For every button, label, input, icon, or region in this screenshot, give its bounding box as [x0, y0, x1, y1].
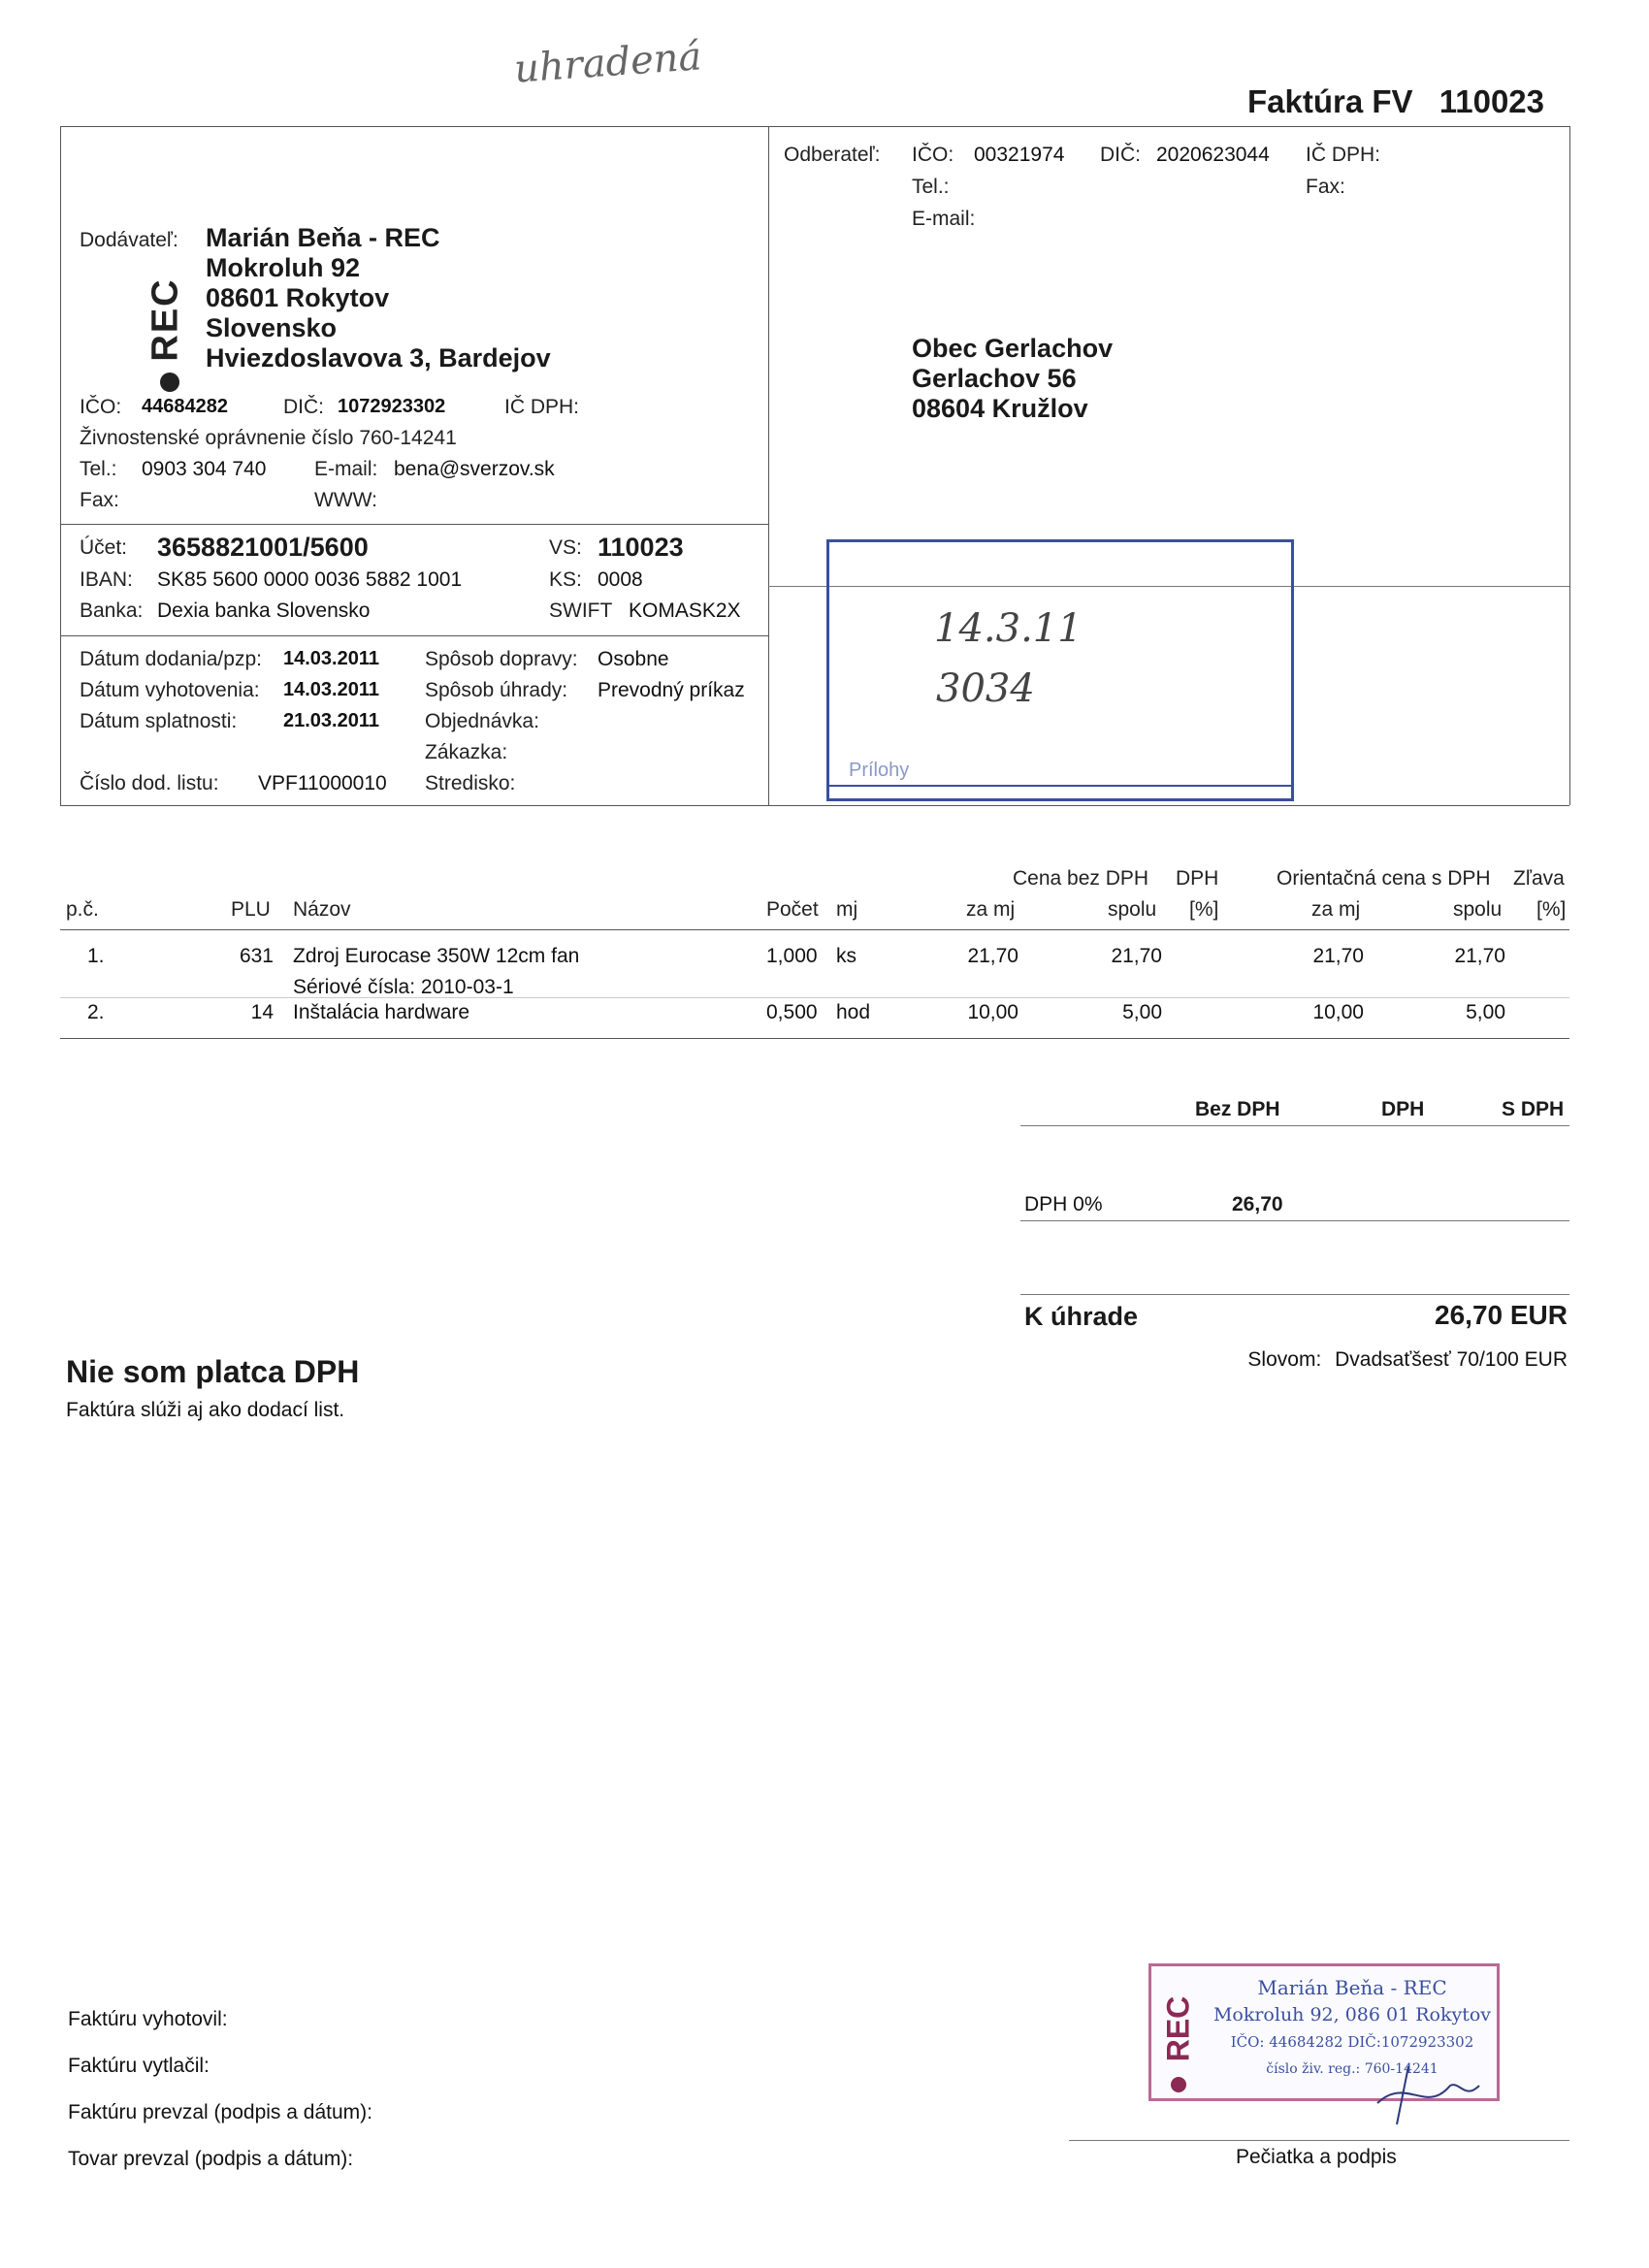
company-stamp-line1: Marián Beňa - REC [1257, 1976, 1447, 1999]
item-o-price: 10,00 [1312, 1001, 1364, 1023]
supplier-logo [146, 260, 190, 386]
supplier-tel: 0903 304 740 [142, 458, 267, 480]
supplier-icdph-label: IČ DPH: [504, 396, 580, 418]
supplier-dic: 1072923302 [338, 396, 446, 417]
invoice-title-label: Faktúra FV [1247, 83, 1413, 119]
supplier-label: Dodávateľ: [80, 229, 178, 251]
col-unit: mj [836, 898, 858, 921]
company-stamp-line3: IČO: 44684282 DIČ:1072923302 [1230, 2033, 1474, 2051]
col-qty: Počet [766, 898, 819, 921]
row-divider [60, 997, 1569, 998]
supplier-address [206, 223, 551, 373]
frame-top [60, 126, 1569, 127]
bank-vs: 110023 [598, 533, 684, 562]
company-stamp-logo-dot [1171, 2077, 1186, 2092]
received-stamp-number: 3034 [936, 666, 1035, 711]
received-stamp-date: 14.3.11 [934, 606, 1083, 651]
bank-name-label: Banka: [80, 599, 144, 622]
item-pc: 1. [87, 945, 105, 967]
center-label: Stredisko: [425, 772, 516, 794]
col-per-unit: za mj [966, 898, 1016, 921]
bank-swift-label: SWIFT [549, 599, 613, 622]
job-label: Zákazka: [425, 741, 508, 763]
col-o-total: spolu [1453, 898, 1503, 921]
items-header-line [60, 929, 1569, 930]
summary-dph: DPH [1381, 1098, 1425, 1120]
delivery-note-label: Číslo dod. listu: [80, 772, 219, 794]
supplier-tel-label: Tel.: [80, 458, 117, 480]
received-stamp [826, 539, 1294, 801]
customer-tel-label: Tel.: [912, 176, 950, 198]
customer-dic-label: DIČ: [1100, 144, 1141, 166]
company-stamp-logo [1157, 1972, 1200, 2092]
supplier-branch: Hviezdoslavova 3, Bardejov [206, 343, 551, 373]
summary-rate-label: DPH 0% [1024, 1193, 1103, 1215]
item-sub: Sériové čísla: 2010-03-1 [293, 976, 514, 998]
summary-head-line [1020, 1125, 1569, 1126]
delivery-date-label: Dátum dodania/pzp: [80, 648, 262, 670]
received-stamp-attachments: Prílohy [849, 760, 910, 781]
bank-ks: 0008 [598, 568, 643, 591]
customer-street: Gerlachov 56 [912, 364, 1077, 393]
supplier-www-label: WWW: [314, 489, 377, 511]
col-disc-pct: [%] [1536, 898, 1567, 921]
col-total: spolu [1108, 898, 1157, 921]
summary-rate-base: 26,70 [1232, 1193, 1283, 1215]
item-qty: 0,500 [766, 1001, 818, 1023]
summary-words-label: Slovom: [1247, 1348, 1322, 1371]
divider-bank [60, 524, 768, 525]
item-qty: 1,000 [766, 945, 818, 967]
not-vat-payer: Nie som platca DPH [66, 1354, 360, 1389]
supplier-name: Marián Beňa - REC [206, 223, 440, 252]
footer-received-by: Faktúru prevzal (podpis a dátum): [68, 2101, 372, 2123]
item-total: 5,00 [1122, 1001, 1162, 1023]
customer-fax-label: Fax: [1306, 176, 1345, 198]
issue-date-label: Dátum vyhotovenia: [80, 679, 260, 701]
company-stamp-line2: Mokroluh 92, 086 01 Rokytov [1212, 2004, 1492, 2025]
summary-due-label: K úhrade [1024, 1302, 1139, 1331]
bank-ks-label: KS: [549, 568, 582, 591]
col-group-vat: DPH [1176, 867, 1219, 890]
bank-account-label: Účet: [80, 536, 128, 559]
invoice-title [1247, 83, 1544, 120]
col-pc: p.č. [66, 898, 99, 921]
customer-icdph-label: IČ DPH: [1306, 144, 1381, 166]
stamp-signature-label: Pečiatka a podpis [1236, 2146, 1397, 2168]
item-pc: 2. [87, 1001, 105, 1023]
company-stamp-line4: číslo živ. reg.: 760-14241 [1266, 2061, 1439, 2077]
supplier-logo-dot [160, 373, 179, 392]
frame-right [1569, 126, 1570, 805]
due-date-label: Dátum splatnosti: [80, 710, 238, 732]
col-vat-pct: [%] [1189, 898, 1219, 921]
item-name: Inštalácia hardware [293, 1001, 470, 1023]
item-o-total: 5,00 [1466, 1001, 1505, 1023]
summary-due-amount: 26,70 EUR [1435, 1300, 1568, 1330]
supplier-country: Slovensko [206, 313, 338, 342]
handwritten-note: uhradená [512, 34, 703, 92]
issue-date: 14.03.2011 [283, 679, 379, 700]
delivery-note-text: Faktúra slúži aj ako dodací list. [66, 1399, 345, 1421]
customer-label: Odberateľ: [784, 144, 881, 166]
col-plu: PLU [231, 898, 271, 921]
summary-due-line [1020, 1294, 1569, 1295]
delivery-note-number: VPF11000010 [258, 772, 387, 794]
item-name: Zdroj Eurocase 350W 12cm fan [293, 945, 580, 967]
supplier-fax-label: Fax: [80, 489, 119, 511]
supplier-ico: 44684282 [142, 396, 228, 417]
item-price: 10,00 [967, 1001, 1018, 1023]
order-label: Objednávka: [425, 710, 539, 732]
supplier-ico-label: IČO: [80, 396, 122, 418]
customer-address [912, 334, 1113, 424]
supplier-street: Mokroluh 92 [206, 253, 361, 282]
supplier-city: 08601 Rokytov [206, 283, 390, 312]
item-plu: 14 [250, 1001, 274, 1023]
supplier-logo-text: REC [145, 277, 186, 362]
due-date: 21.03.2011 [283, 710, 379, 731]
summary-rate-line [1020, 1220, 1569, 1221]
col-group-discount: Zľava [1513, 867, 1565, 890]
transport: Osobne [598, 648, 669, 670]
frame-left [60, 126, 61, 805]
customer-email-label: E-mail: [912, 208, 976, 230]
item-plu: 631 [239, 945, 274, 967]
item-unit: ks [836, 945, 857, 967]
invoice-number: 110023 [1439, 83, 1545, 119]
supplier-email[interactable]: bena@sverzov.sk [394, 458, 555, 480]
frame-bottom [60, 805, 1569, 806]
footer-printed-by: Faktúru vytlačil: [68, 2055, 210, 2077]
summary-s-dph: S DPH [1502, 1098, 1565, 1120]
bank-account: 3658821001/5600 [157, 533, 369, 562]
payment: Prevodný príkaz [598, 679, 745, 701]
summary-words [1125, 1348, 1568, 1372]
supplier-email-label: E-mail: [314, 458, 378, 480]
customer-ico-label: IČO: [912, 144, 954, 166]
bank-iban: SK85 5600 0000 0036 5882 1001 [157, 568, 463, 591]
footer-goods-received: Tovar prevzal (podpis a dátum): [68, 2148, 354, 2170]
bank-swift: KOMASK2X [629, 599, 741, 622]
customer-ico: 00321974 [974, 144, 1065, 166]
item-o-total: 21,70 [1454, 945, 1505, 967]
customer-name: Obec Gerlachov [912, 334, 1114, 363]
frame-mid [768, 126, 769, 805]
col-name: Názov [293, 898, 351, 921]
supplier-dic-label: DIČ: [283, 396, 324, 418]
signature-line [1069, 2140, 1569, 2141]
signature [1358, 2057, 1494, 2139]
item-o-price: 21,70 [1312, 945, 1364, 967]
received-stamp-line [829, 785, 1291, 787]
item-total: 21,70 [1111, 945, 1162, 967]
bank-name: Dexia banka Slovensko [157, 599, 371, 622]
delivery-date: 14.03.2011 [283, 648, 379, 669]
item-unit: hod [836, 1001, 871, 1023]
supplier-trade-license: Živnostenské oprávnenie číslo 760-14241 [80, 427, 457, 449]
payment-label: Spôsob úhrady: [425, 679, 568, 701]
divider-dates [60, 635, 768, 636]
col-o-per-unit: za mj [1311, 898, 1361, 921]
item-price: 21,70 [967, 945, 1018, 967]
col-group-orient: Orientačná cena s DPH [1277, 867, 1491, 890]
footer-made-by: Faktúru vyhotovil: [68, 2008, 228, 2030]
col-group-price: Cena bez DPH [1013, 867, 1149, 890]
transport-label: Spôsob dopravy: [425, 648, 578, 670]
items-bottom-line [60, 1038, 1569, 1039]
customer-dic: 2020623044 [1156, 144, 1270, 166]
summary-bez-dph: Bez DPH [1195, 1098, 1280, 1120]
bank-iban-label: IBAN: [80, 568, 133, 591]
signature-scribble [1358, 2057, 1494, 2134]
company-stamp-logo-text: REC [1160, 1995, 1196, 2062]
summary-words-value: Dvadsaťšesť 70/100 EUR [1335, 1348, 1568, 1371]
bank-vs-label: VS: [549, 536, 582, 559]
customer-city: 08604 Kružlov [912, 394, 1088, 423]
